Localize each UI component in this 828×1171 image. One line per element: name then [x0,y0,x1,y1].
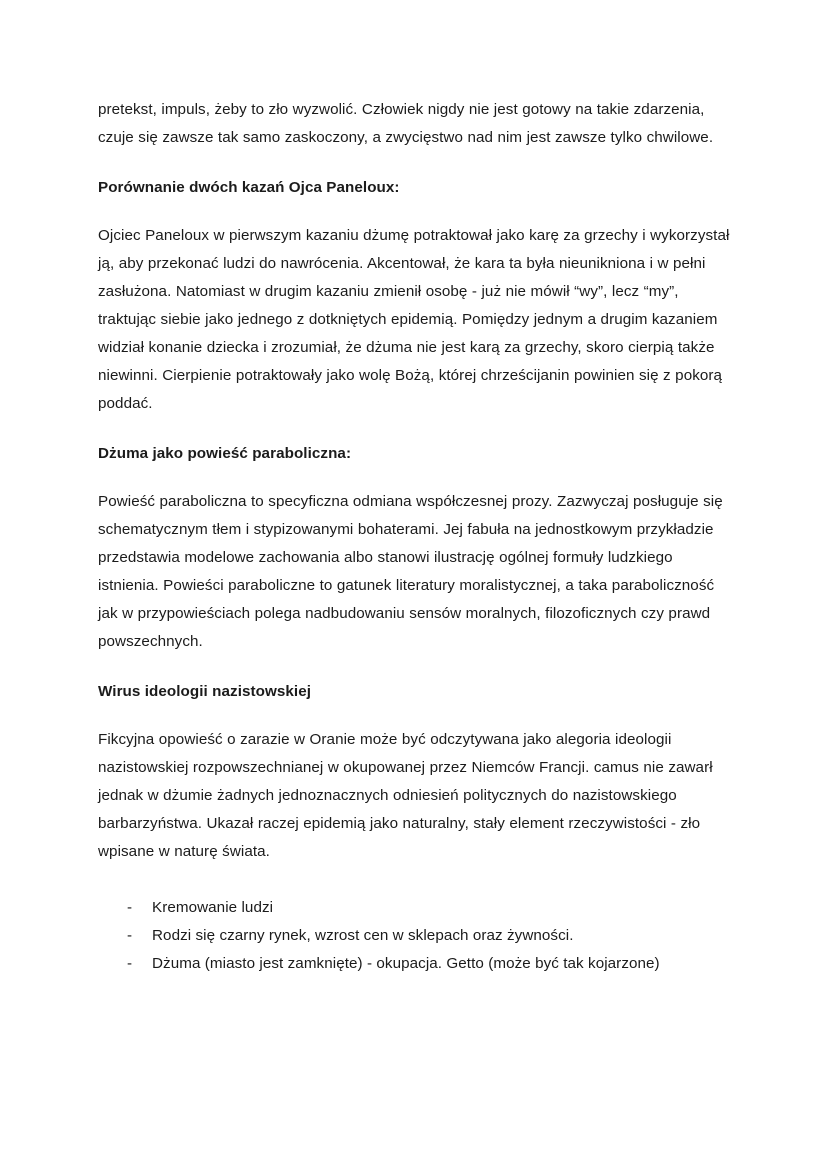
paragraph-powiesc-paraboliczna: Powieść paraboliczna to specyficzna odmiana współczesnej prozy. Zazwyczaj posługuje się schematycznym tłem i stypizowanymi bohaterami. Jej fabuła na jednostkowym przykładzie przedstawia modelowe zachowania albo stanowi ilustrację ogólnej formuły ludzkiego istnienia. Powieści paraboliczne to gatunek literatury moralistycznej, a taka paraboliczność jak w przypowieściach polega nadbudowaniu sensów moralnych, filozoficznych czy prawd powszechnych. [98,493,723,650]
paragraph-alegoria-nazizmu: Fikcyjna opowieść o zarazie w Oranie może być odczytywana jako alegoria ideologii nazistowskiej rozpowszechnianej w okupowanej przez Niemców Francji. camus nie zawarł jednak w dżumie żadnych jednoznacznych odniesień politycznych do nazistowskiego barbarzyństwa. Ukazał raczej epidemią jako naturalny, stały element rzeczywistości - zło wpisane w naturę świata. [98,731,713,860]
paragraph-paneloux-sermons: Ojciec Paneloux w pierwszym kazaniu dżumę potraktował jako karę za grzechy i wykorzystał ją, aby przekonać ludzi do nawrócenia. Akcentował, że kara ta była nieunikniona i w pełni zasłużona. Natomiast w drugim kazaniu zmienił osobę - już nie mówił “wy”, lecz “my”, traktując siebie jako jednego z dotkniętych epidemią. Pomiędzy jednym a drugim kazaniem widział konanie dziecka i zrozumiał, że dżuma nie jest karą za grzechy, skoro cierpią także niewinni. Cierpienie potraktowały jako wolę Bożą, której chrześcijanin powinien się z pokorą poddać. [98,227,730,412]
list-item-label: Rodzi się czarny rynek, wzrost cen w sklepach oraz żywności. [152,927,574,944]
list-marker-dash: - [127,927,133,944]
list-item-label: Kremowanie ludzi [152,899,274,916]
list-marker-dash: - [127,899,133,916]
list-okupacja-parallels [98,894,730,978]
document-body [98,96,730,978]
heading-porownanie-kazan: Porównanie dwóch kazań Ojca Paneloux: [98,179,400,196]
list-marker-dash: - [127,955,133,972]
list-item [98,950,730,978]
paragraph-evil-pretext: pretekst, impuls, żeby to zło wyzwolić. Człowiek nigdy nie jest gotowy na takie zdarzenia, czuje się zawsze tak samo zaskoczony, a zwycięstwo nad nim jest zawsze tylko chwilowe. [98,101,714,146]
heading-dzuma-paraboliczna: Dżuma jako powieść paraboliczna: [98,445,352,462]
heading-wirus-ideologii: Wirus ideologii nazistowskiej [98,683,312,700]
list-item [98,922,730,950]
list-item-label: Dżuma (miasto jest zamknięte) - okupacja. Getto (może być tak kojarzone) [152,955,660,972]
list-item [98,894,730,922]
